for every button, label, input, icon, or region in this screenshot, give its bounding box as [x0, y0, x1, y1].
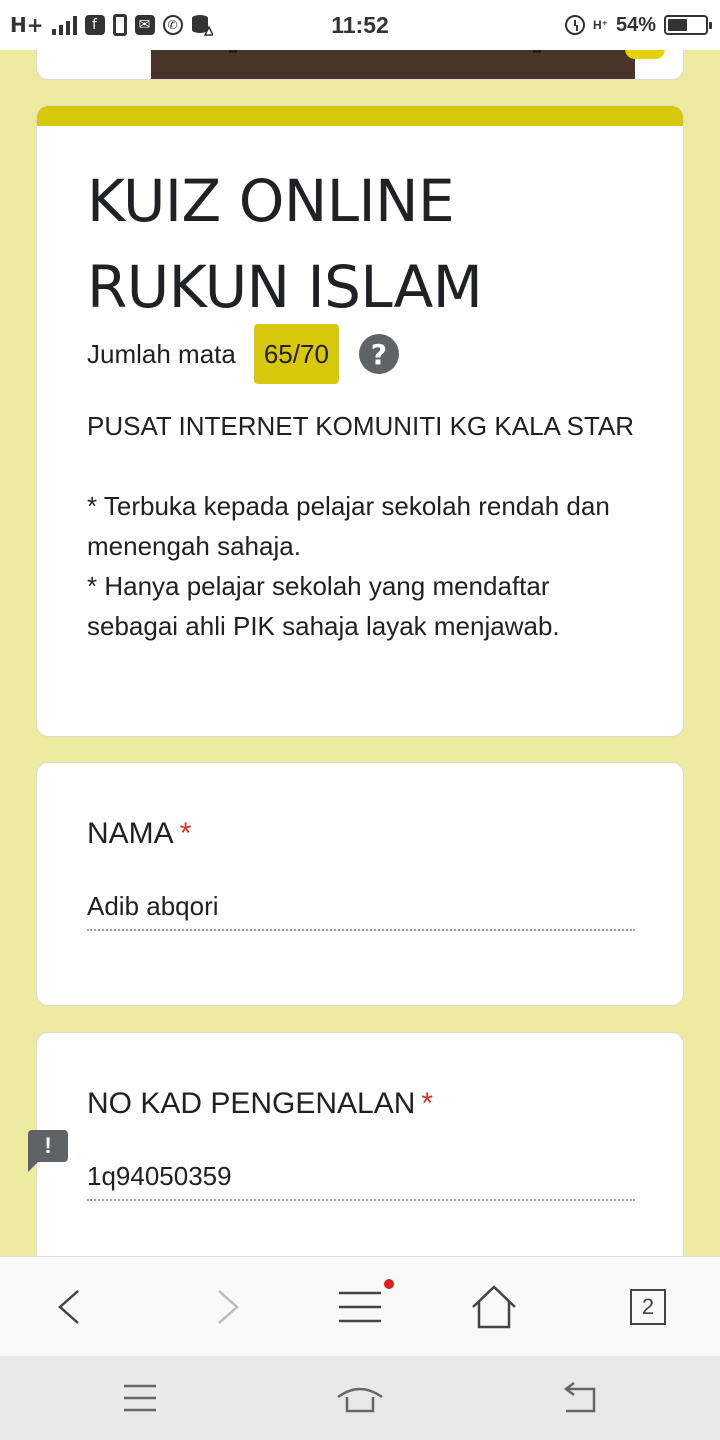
- back-button[interactable]: [22, 1257, 122, 1357]
- question-card-no-kad: [36, 1032, 684, 1256]
- form-content[interactable]: [0, 50, 720, 1256]
- question-title: [87, 1083, 433, 1125]
- score-label: Jumlah mata: [87, 338, 236, 369]
- alarm-icon: [565, 15, 585, 35]
- question-label: NO KAD PENGENALAN: [87, 1087, 416, 1120]
- system-home-button[interactable]: [310, 1356, 410, 1440]
- header-image-card: [36, 50, 684, 80]
- system-navigation-bar: [0, 1356, 720, 1440]
- clock: 11:52: [331, 11, 389, 38]
- theme-stripe: [37, 106, 683, 126]
- error-indicator-icon[interactable]: !: [28, 1130, 68, 1162]
- back-icon: [560, 1381, 600, 1415]
- browser-toolbar: [0, 1256, 720, 1356]
- question-card-nama: [36, 762, 684, 1006]
- score-row: [87, 324, 399, 384]
- status-right: [565, 0, 708, 50]
- score-badge: 65/70: [254, 324, 339, 384]
- signal-icon: [52, 15, 77, 35]
- status-left: [10, 0, 213, 50]
- battery-fill: [668, 19, 687, 31]
- home-icon: [335, 1381, 385, 1415]
- recent-apps-icon: [122, 1383, 158, 1413]
- whatsapp-icon: ✆: [163, 15, 183, 35]
- tabs-button[interactable]: [598, 1257, 698, 1357]
- menu-icon: [338, 1287, 382, 1327]
- header-image: [151, 50, 635, 79]
- phone-icon: [113, 14, 127, 36]
- data-saver-icon: [191, 14, 213, 36]
- no-kad-input[interactable]: [87, 1153, 635, 1201]
- back-icon: [52, 1287, 92, 1327]
- battery-icon: [664, 15, 708, 35]
- recent-apps-button[interactable]: [90, 1356, 190, 1440]
- system-back-button[interactable]: [530, 1356, 630, 1440]
- help-icon[interactable]: ?: [359, 334, 399, 374]
- home-icon: [471, 1285, 517, 1329]
- battery-percent: 54%: [615, 13, 656, 36]
- required-asterisk: *: [179, 817, 192, 850]
- form-title: KUIZ ONLINE RUKUN ISLAM: [87, 167, 483, 321]
- facebook-icon: f: [85, 15, 105, 35]
- home-button[interactable]: [444, 1257, 544, 1357]
- question-title: [87, 813, 191, 855]
- network-type: H+: [10, 13, 44, 37]
- form-header-card: [36, 105, 684, 737]
- inbox-icon: ✉: [135, 15, 155, 35]
- menu-button[interactable]: [310, 1257, 410, 1357]
- question-label: NAMA: [87, 817, 174, 850]
- forward-icon: [205, 1287, 245, 1327]
- forward-button[interactable]: [175, 1257, 275, 1357]
- form-description: PUSAT INTERNET KOMUNITI KG KALA STAR * Terbuka kepada pelajar sekolah rendah dan menengah sahaja. * Hanya pelajar sekolah yang mendaftar sebagai ahli PIK sahaja layak menjawab.: [87, 411, 635, 641]
- network-small: H⁺: [592, 18, 608, 32]
- notification-dot: [384, 1279, 394, 1289]
- tab-count: 2: [630, 1289, 666, 1325]
- status-bar: [0, 0, 720, 50]
- required-asterisk: *: [421, 1087, 434, 1120]
- header-image-accent: [625, 50, 665, 59]
- nama-input[interactable]: [87, 883, 635, 931]
